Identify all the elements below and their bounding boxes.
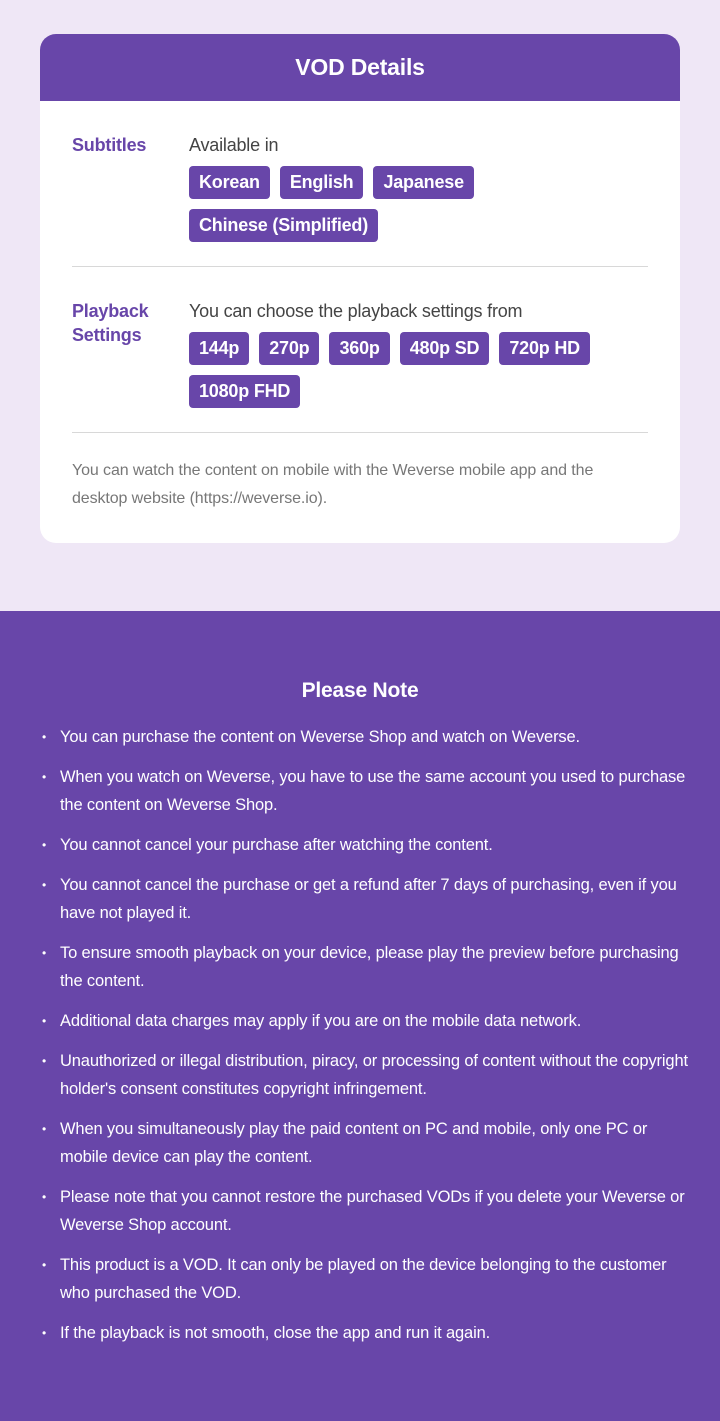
- subtitles-label: Subtitles: [72, 135, 147, 155]
- resolution-tag-720p-hd: 720p HD: [499, 332, 590, 365]
- note-item: [42, 763, 688, 819]
- subtitles-content: [189, 133, 648, 242]
- please-note-list: [0, 723, 720, 1347]
- please-note-section: [0, 611, 720, 1421]
- card-body: [40, 101, 680, 513]
- note-item: [42, 1007, 688, 1035]
- bullet-icon: •: [42, 1122, 47, 1136]
- resolution-tag-360p: 360p: [329, 332, 389, 365]
- note-text: You can purchase the content on Weverse Shop and watch on Weverse.: [60, 728, 580, 746]
- vod-details-card: [40, 34, 680, 543]
- language-tag-chinese-simplified: Chinese (Simplified): [189, 209, 378, 242]
- subtitles-row: [72, 101, 648, 267]
- note-text: When you watch on Weverse, you have to use the same account you used to purchase the content on Weverse Shop.: [60, 768, 686, 814]
- bullet-icon: •: [42, 1326, 47, 1340]
- bullet-icon: •: [42, 946, 47, 960]
- please-note-title: Please Note: [301, 679, 419, 702]
- bullet-icon: •: [42, 1054, 47, 1068]
- playback-description: You can choose the playback settings from: [189, 301, 523, 321]
- resolution-tag-144p: 144p: [189, 332, 249, 365]
- language-tag-japanese: Japanese: [373, 166, 473, 199]
- bullet-icon: •: [42, 1190, 47, 1204]
- note-text: Please note that you cannot restore the purchased VODs if you delete your Weverse or Weverse Shop account.: [60, 1188, 685, 1234]
- note-text: You cannot cancel the purchase or get a refund after 7 days of purchasing, even if you have not played it.: [60, 876, 677, 922]
- card-header: [40, 34, 680, 101]
- note-text: When you simultaneously play the paid content on PC and mobile, only one PC or mobile device can play the content.: [60, 1120, 648, 1166]
- bullet-icon: •: [42, 878, 47, 892]
- subtitles-description: Available in: [189, 135, 279, 155]
- note-text: If the playback is not smooth, close the app and run it again.: [60, 1324, 491, 1342]
- bullet-icon: •: [42, 770, 47, 784]
- note-text: Additional data charges may apply if you are on the mobile data network.: [60, 1012, 582, 1030]
- vod-details-title: VOD Details: [295, 54, 425, 80]
- note-item: [42, 723, 688, 751]
- resolution-tag-1080p-fhd: 1080p FHD: [189, 375, 300, 408]
- resolution-tag-480p-sd: 480p SD: [400, 332, 490, 365]
- note-item: [42, 1319, 688, 1347]
- note-text: This product is a VOD. It can only be played on the device belonging to the customer who purchased the VOD.: [60, 1256, 667, 1302]
- note-item: [42, 1251, 688, 1307]
- note-text: Unauthorized or illegal distribution, piracy, or processing of content without the copyright holder's consent constitutes copyright infringement.: [60, 1052, 688, 1098]
- playback-label-line1: Playback: [72, 301, 149, 321]
- language-tag-english: English: [280, 166, 364, 199]
- language-tag-korean: Korean: [189, 166, 270, 199]
- note-item: [42, 871, 688, 927]
- availability-footnote: You can watch the content on mobile with the Weverse mobile app and the desktop website (https://weverse.io).: [72, 462, 594, 507]
- playback-settings-content: [189, 299, 648, 408]
- playback-settings-row: [72, 267, 648, 433]
- note-text: You cannot cancel your purchase after watching the content.: [60, 836, 493, 854]
- resolution-tag-270p: 270p: [259, 332, 319, 365]
- note-item: [42, 831, 688, 859]
- bullet-icon: •: [42, 838, 47, 852]
- note-item: [42, 1115, 688, 1171]
- note-text: To ensure smooth playback on your device, please play the preview before purchasing the content.: [60, 944, 679, 990]
- playback-label-line2: Settings: [72, 325, 142, 345]
- bullet-icon: •: [42, 1014, 47, 1028]
- note-item: [42, 1183, 688, 1239]
- playback-settings-label: [72, 299, 189, 408]
- resolution-tags: [189, 332, 648, 408]
- note-item: [42, 1047, 688, 1103]
- note-item: [42, 939, 688, 995]
- bullet-icon: •: [42, 1258, 47, 1272]
- bullet-icon: •: [42, 730, 47, 744]
- subtitle-language-tags: [189, 166, 648, 242]
